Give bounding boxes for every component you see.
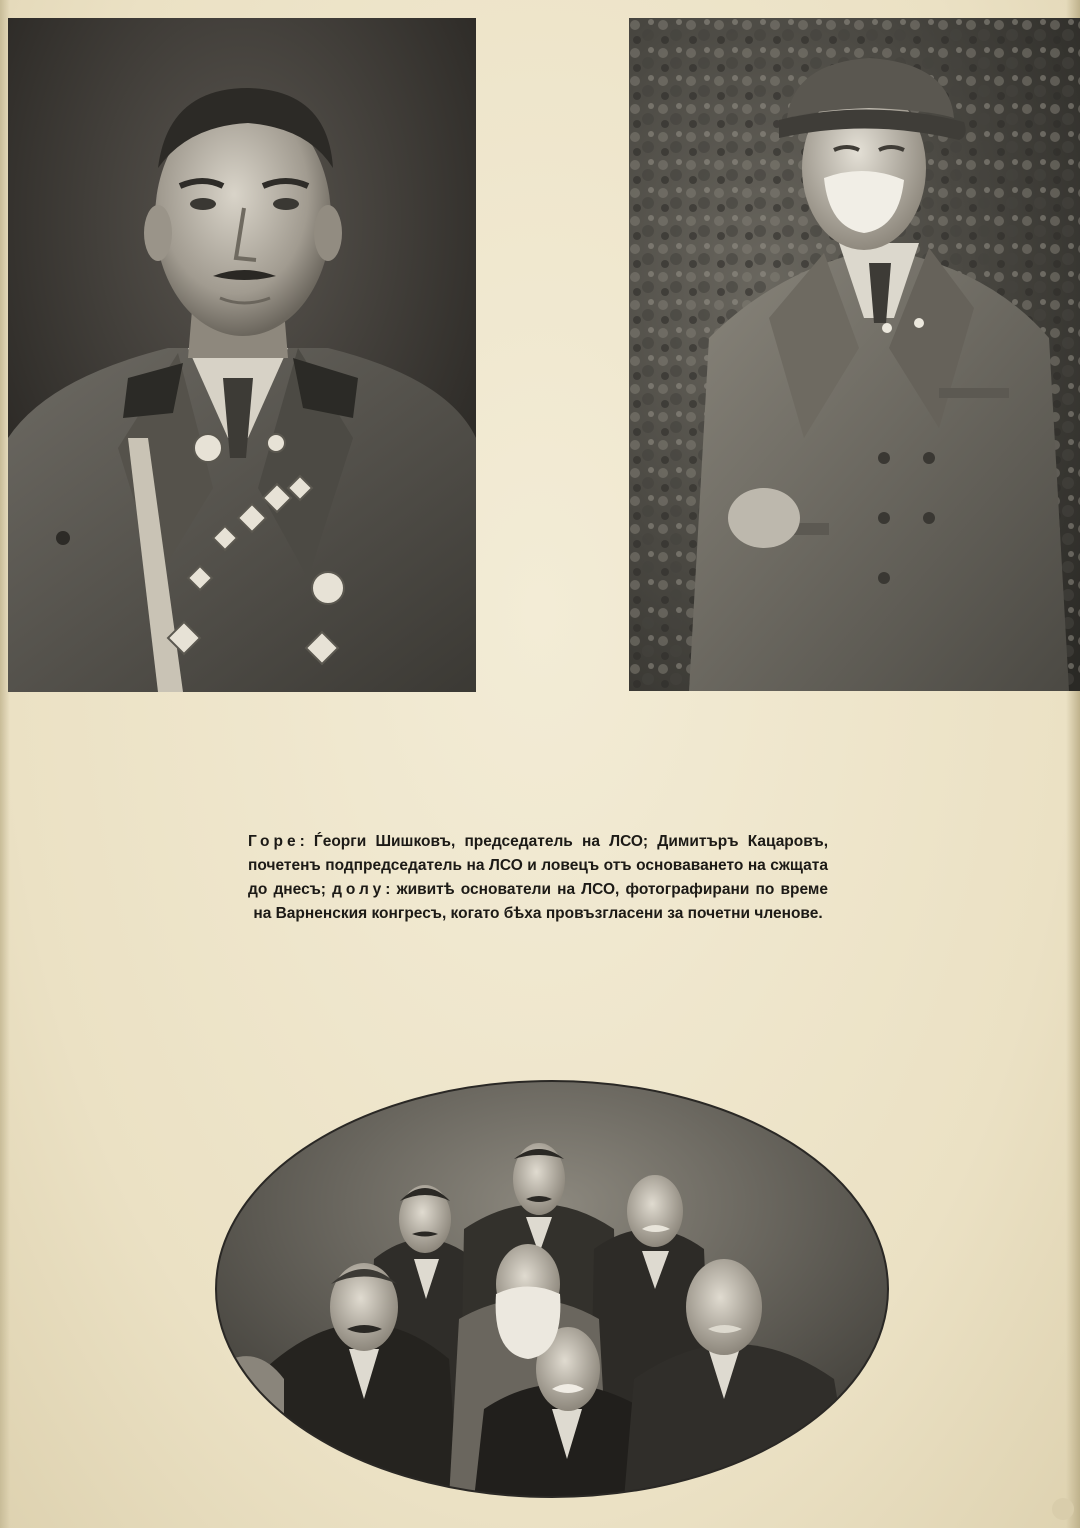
page-corner-wear — [1052, 1498, 1074, 1520]
portrait-vice-chairman-photo — [629, 18, 1080, 691]
caption-top-text: : Ѓеорги Шишковъ, председатель на ЛСО; Димитъръ Кацаровъ, почетенъ подпредседатель на ЛСО и ловецъ отъ основаването на сжщата до днесъ; — [248, 833, 828, 898]
photo-caption — [248, 830, 828, 926]
portrait-chairman-photo — [8, 18, 476, 692]
caption-bottom-text: : живитѣ основатели на ЛСО, фотографирани по време на Варненския конгресъ, когато бѣха провъзгласени за почетни членове. — [253, 881, 828, 922]
founders-group-photo — [214, 1079, 890, 1499]
caption-bottom-label: долу — [332, 881, 386, 898]
caption-top-label: Горе — [248, 833, 300, 850]
